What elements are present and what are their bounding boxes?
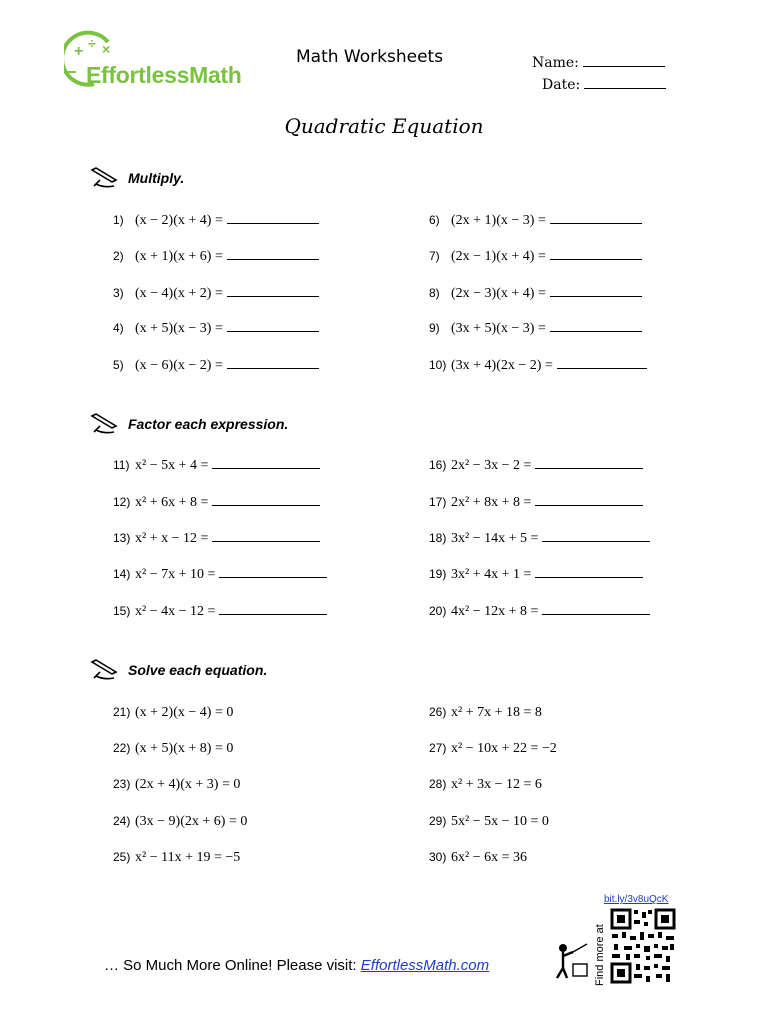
problem-number: 18) <box>429 531 447 545</box>
problem-expression: (x − 2)(x + 4) = <box>135 213 223 228</box>
problem-expression: (3x − 9)(2x + 6) = 0 <box>135 814 248 829</box>
answer-blank[interactable] <box>550 249 642 260</box>
problem-expression: (2x − 3)(x + 4) = <box>451 286 546 301</box>
qr-code-icon[interactable] <box>610 908 676 984</box>
problem-number: 8) <box>429 286 440 300</box>
answer-blank[interactable] <box>227 358 319 369</box>
problem-number: 4) <box>113 321 124 335</box>
section-solve-heading <box>90 658 267 682</box>
problem-expression: 2x² − 3x − 2 = <box>451 458 532 473</box>
problem-16 <box>429 458 643 474</box>
problem-24 <box>113 814 247 830</box>
problem-expression: (2x + 4)(x + 3) = 0 <box>135 777 241 792</box>
problem-number: 6) <box>429 213 440 227</box>
problem-number: 28) <box>429 777 447 791</box>
name-line[interactable] <box>583 54 665 67</box>
pencil-icon <box>90 166 120 190</box>
problem-expression: x² − 7x + 10 = <box>135 567 216 582</box>
answer-blank[interactable] <box>550 213 642 224</box>
logo-text: EffortlessMath <box>86 62 242 88</box>
problem-expression: 2x² + 8x + 8 = <box>451 495 532 510</box>
answer-blank[interactable] <box>535 495 643 506</box>
pencil-icon <box>90 412 120 436</box>
problem-expression: x² − 10x + 22 = −2 <box>451 741 557 756</box>
svg-text:÷: ÷ <box>88 35 96 51</box>
problem-27 <box>429 741 557 757</box>
problem-expression: x² + 6x + 8 = <box>135 495 209 510</box>
answer-blank[interactable] <box>219 604 327 615</box>
teacher-pointing-icon <box>553 940 589 980</box>
problem-13 <box>113 531 320 547</box>
problem-number: 19) <box>429 567 447 581</box>
problem-expression: (x − 6)(x − 2) = <box>135 358 223 373</box>
problem-22 <box>113 741 233 757</box>
problem-19 <box>429 567 643 583</box>
answer-blank[interactable] <box>550 321 642 332</box>
problem-number: 25) <box>113 850 131 864</box>
problem-expression: 5x² − 5x − 10 = 0 <box>451 814 549 829</box>
problem-expression: x² + 7x + 18 = 8 <box>451 705 542 720</box>
problem-expression: (x + 5)(x − 3) = <box>135 321 223 336</box>
problem-10 <box>429 358 647 374</box>
short-link[interactable]: bit.ly/3v8uQcK <box>604 894 669 905</box>
answer-blank[interactable] <box>219 567 327 578</box>
effortlessmath-logo <box>64 28 244 98</box>
svg-text:×: × <box>102 41 111 57</box>
name-field[interactable] <box>532 54 665 71</box>
problem-26 <box>429 705 542 721</box>
answer-blank[interactable] <box>227 286 319 297</box>
svg-text:−: − <box>66 62 77 82</box>
problem-number: 12) <box>113 495 131 509</box>
problem-expression: (2x − 1)(x + 4) = <box>451 249 546 264</box>
answer-blank[interactable] <box>212 495 320 506</box>
website-link[interactable]: EffortlessMath.com <box>360 957 490 974</box>
problem-6 <box>429 213 642 229</box>
problem-28 <box>429 777 542 793</box>
problem-4 <box>113 321 319 337</box>
problem-2 <box>113 249 319 265</box>
answer-blank[interactable] <box>227 321 319 332</box>
date-label: Date: <box>542 77 581 93</box>
problem-expression: x² − 4x − 12 = <box>135 604 216 619</box>
problem-23 <box>113 777 240 793</box>
problem-9 <box>429 321 642 337</box>
problem-number: 1) <box>113 213 124 227</box>
footer-message <box>104 957 489 974</box>
problem-8 <box>429 286 642 302</box>
answer-blank[interactable] <box>535 567 643 578</box>
problem-expression: x² − 5x + 4 = <box>135 458 209 473</box>
problem-number: 11) <box>113 458 130 472</box>
answer-blank[interactable] <box>550 286 642 297</box>
problem-expression: x² + 3x − 12 = 6 <box>451 777 542 792</box>
section-factor-heading <box>90 412 288 436</box>
answer-blank[interactable] <box>212 458 320 469</box>
footer-text: … So Much More Online! Please visit: <box>104 957 361 974</box>
answer-blank[interactable] <box>542 604 650 615</box>
section-multiply-heading <box>90 166 184 190</box>
problem-expression: x² + x − 12 = <box>135 531 209 546</box>
problem-number: 29) <box>429 814 447 828</box>
problem-1 <box>113 213 319 229</box>
problem-number: 9) <box>429 321 440 335</box>
answer-blank[interactable] <box>557 358 647 369</box>
pencil-icon <box>90 658 120 682</box>
problem-number: 23) <box>113 777 131 791</box>
answer-blank[interactable] <box>535 458 643 469</box>
problem-expression: 3x² + 4x + 1 = <box>451 567 532 582</box>
problem-3 <box>113 286 319 302</box>
answer-blank[interactable] <box>227 213 319 224</box>
problem-20 <box>429 604 650 620</box>
problem-expression: (x + 1)(x + 6) = <box>135 249 223 264</box>
answer-blank[interactable] <box>542 531 650 542</box>
problem-number: 5) <box>113 358 124 372</box>
problem-number: 17) <box>429 495 447 509</box>
problem-number: 7) <box>429 249 440 263</box>
problem-12 <box>113 495 320 511</box>
worksheet-header-title: Math Worksheets <box>296 47 444 67</box>
date-field[interactable] <box>542 76 666 93</box>
problem-number: 20) <box>429 604 447 618</box>
problem-21 <box>113 705 233 721</box>
find-more-label: Find more at <box>594 924 606 986</box>
problem-number: 16) <box>429 458 447 472</box>
problem-expression: (3x + 5)(x − 3) = <box>451 321 546 336</box>
problem-11 <box>113 458 320 474</box>
problem-number: 14) <box>113 567 131 581</box>
problem-expression: (x + 2)(x − 4) = 0 <box>135 705 234 720</box>
problem-expression: (2x + 1)(x − 3) = <box>451 213 546 228</box>
problem-25 <box>113 850 240 866</box>
section-label: Factor each expression. <box>128 416 289 432</box>
section-label: Solve each equation. <box>128 662 268 678</box>
problem-5 <box>113 358 319 374</box>
problem-number: 24) <box>113 814 131 828</box>
problem-number: 27) <box>429 741 447 755</box>
problem-number: 22) <box>113 741 131 755</box>
document-title: Quadratic Equation <box>284 114 484 138</box>
problem-30 <box>429 850 527 866</box>
problem-expression: 3x² − 14x + 5 = <box>451 531 539 546</box>
date-line[interactable] <box>584 76 666 89</box>
problem-expression: x² − 11x + 19 = −5 <box>135 850 241 865</box>
problem-number: 3) <box>113 286 124 300</box>
problem-29 <box>429 814 549 830</box>
problem-17 <box>429 495 643 511</box>
svg-text:+: + <box>74 43 84 60</box>
problem-number: 10) <box>429 358 447 372</box>
section-label: Multiply. <box>128 170 185 186</box>
answer-blank[interactable] <box>227 249 319 260</box>
problem-number: 26) <box>429 705 447 719</box>
problem-18 <box>429 531 650 547</box>
problem-expression: 6x² − 6x = 36 <box>451 850 527 865</box>
problem-number: 30) <box>429 850 447 864</box>
problem-number: 15) <box>113 604 131 618</box>
problem-15 <box>113 604 327 620</box>
problem-14 <box>113 567 327 583</box>
problem-expression: (x + 5)(x + 8) = 0 <box>135 741 234 756</box>
answer-blank[interactable] <box>212 531 320 542</box>
problem-number: 13) <box>113 531 131 545</box>
problem-expression: (x − 4)(x + 2) = <box>135 286 223 301</box>
problem-number: 21) <box>113 705 131 719</box>
problem-number: 2) <box>113 249 124 263</box>
problem-expression: (3x + 4)(2x − 2) = <box>451 358 553 373</box>
name-label: Name: <box>532 55 579 71</box>
problem-expression: 4x² − 12x + 8 = <box>451 604 539 619</box>
problem-7 <box>429 249 642 265</box>
